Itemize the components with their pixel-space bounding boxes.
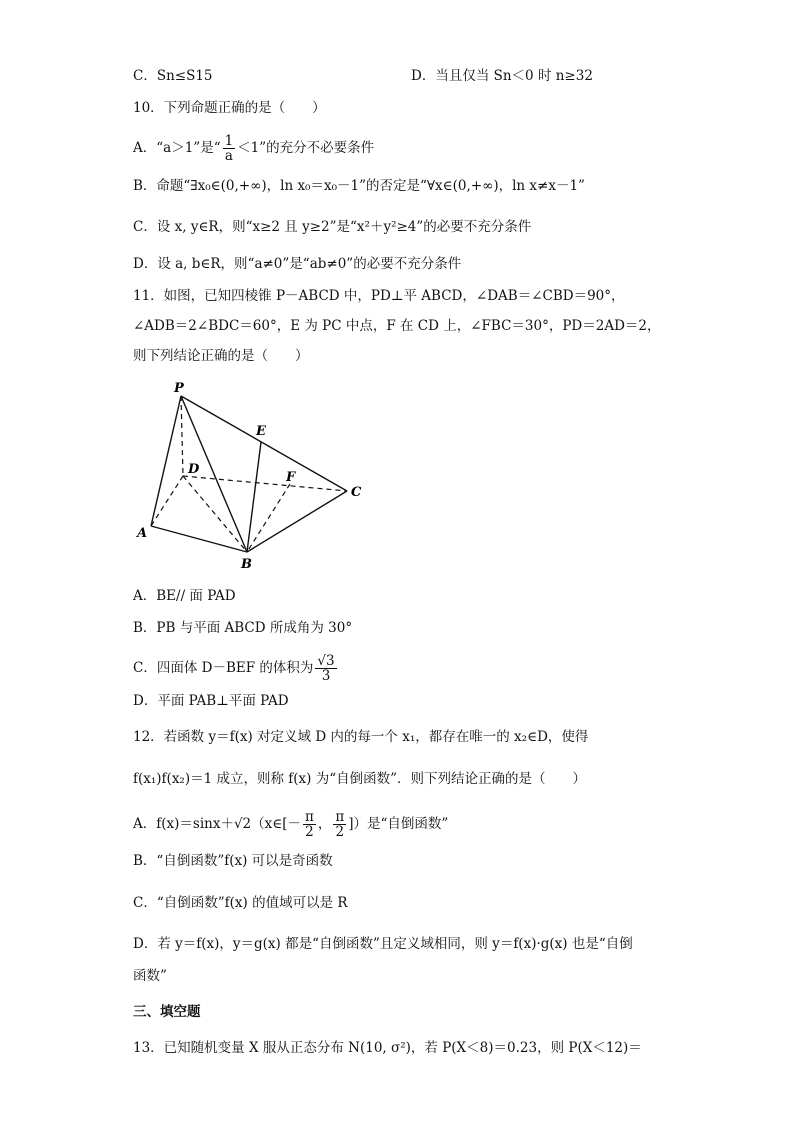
section-heading-fill-in: 三、填空题 [133, 1004, 201, 1020]
q10a-fraction [223, 134, 236, 163]
q10-option-c: C．设 x, y∈R，则“x≥2 且 y≥2”是“x²＋y²≥4”的必要不充分条件 [133, 219, 532, 235]
q12-option-a [133, 810, 448, 839]
edge-da [151, 476, 183, 526]
q10a-denominator: a [224, 148, 233, 164]
label-p: P [174, 381, 184, 396]
label-e: E [256, 424, 266, 439]
label-f: F [286, 470, 296, 485]
q9-option-d: D．当且仅当 Sn＜0 时 n≥32 [411, 68, 593, 84]
q12a-numerator-2: π [335, 809, 345, 825]
edge-dc [183, 476, 347, 491]
q11-stem-line2: ∠ADB＝2∠BDC＝60°，E 为 PC 中点，F 在 CD 上，∠FBC＝30°，PD＝2AD＝2， [133, 318, 661, 334]
q11c-denominator: 3 [321, 668, 331, 684]
edge-bc [247, 491, 347, 552]
q9-option-c: C．Sn≤S15 [133, 68, 213, 84]
label-a: A [137, 526, 148, 541]
q12a-denominator-2: 2 [335, 824, 345, 840]
pyramid-figure [133, 378, 373, 578]
q12a-text-pre: A．f(x)＝sinx＋√2（x∈[－ [133, 816, 302, 832]
edge-pc [181, 396, 347, 491]
q11-stem-line3: 则下列结论正确的是（ ） [133, 348, 309, 364]
q12a-fraction-2 [333, 810, 346, 839]
q10a-text-pre: A．“a＞1”是“ [133, 140, 221, 156]
q11-option-c [133, 654, 339, 683]
q13-stem: 13．已知随机变量 X 服从正态分布 N(10, σ²)，若 P(X＜8)＝0.23，则 P(X＜12)＝ [133, 1040, 642, 1056]
segment-eb [247, 442, 261, 552]
q11c-numerator: √3 [317, 653, 335, 669]
q12-stem-line1: 12．若函数 y＝f(x) 对定义域 D 内的每一个 x₁，都存在唯一的 x₂∈D，使得 [133, 729, 589, 745]
q10-option-a [133, 134, 374, 163]
q12-option-d-line2: 函数” [133, 968, 167, 984]
q10-stem: 10．下列命题正确的是（ ） [133, 100, 326, 116]
q11c-fraction [315, 654, 336, 683]
edge-ab [151, 526, 247, 552]
q12-option-d-line1: D．若 y＝f(x)，y＝g(x) 都是“自倒函数”且定义域相同，则 y＝f(x)·g(x) 也是“自倒 [133, 936, 633, 952]
q11c-text-pre: C．四面体 D－BEF 的体积为 [133, 660, 314, 676]
q10-option-d: D．设 a, b∈R，则“a≠0”是“ab≠0”的必要不充分条件 [133, 256, 462, 272]
q11-stem-line1: 11．如图，已知四棱锥 P－ABCD 中，PD⊥平 ABCD，∠DAB＝∠CBD＝90°， [133, 288, 625, 304]
edge-pa [151, 396, 181, 526]
segment-fb [247, 484, 290, 552]
edge-pd [181, 396, 183, 476]
q11-option-d: D．平面 PAB⊥平面 PAD [133, 693, 289, 709]
q12a-comma: ， [317, 816, 332, 832]
q12-stem-line2: f(x₁)f(x₂)＝1 成立，则称 f(x) 为“自倒函数”．则下列结论正确的是（ ） [133, 771, 587, 787]
q10a-numerator: 1 [224, 133, 234, 149]
q10a-text-post: ＜1”的充分不必要条件 [237, 140, 375, 156]
label-b: B [241, 557, 252, 572]
label-d: D [188, 462, 200, 477]
q12-option-b: B．“自倒函数”f(x) 可以是奇函数 [133, 853, 333, 869]
label-c: C [351, 485, 362, 500]
q12a-numerator-1: π [305, 809, 314, 825]
q12a-denominator-1: 2 [305, 824, 314, 840]
edge-db [183, 476, 247, 552]
q12-option-c: C．“自倒函数”f(x) 的值域可以是 R [133, 895, 348, 911]
q10-option-b: B．命题“∃x₀∈(0,+∞)，ln x₀＝x₀－1”的否定是“∀x∈(0,+∞)，ln x≠x－1” [133, 178, 585, 194]
q11-option-b: B．PB 与平面 ABCD 所成角为 30° [133, 620, 353, 636]
q12a-fraction-1 [303, 810, 316, 839]
q12a-text-post: ]）是“自倒函数” [348, 816, 449, 832]
q11-option-a: A．BE// 面 PAD [133, 588, 236, 604]
